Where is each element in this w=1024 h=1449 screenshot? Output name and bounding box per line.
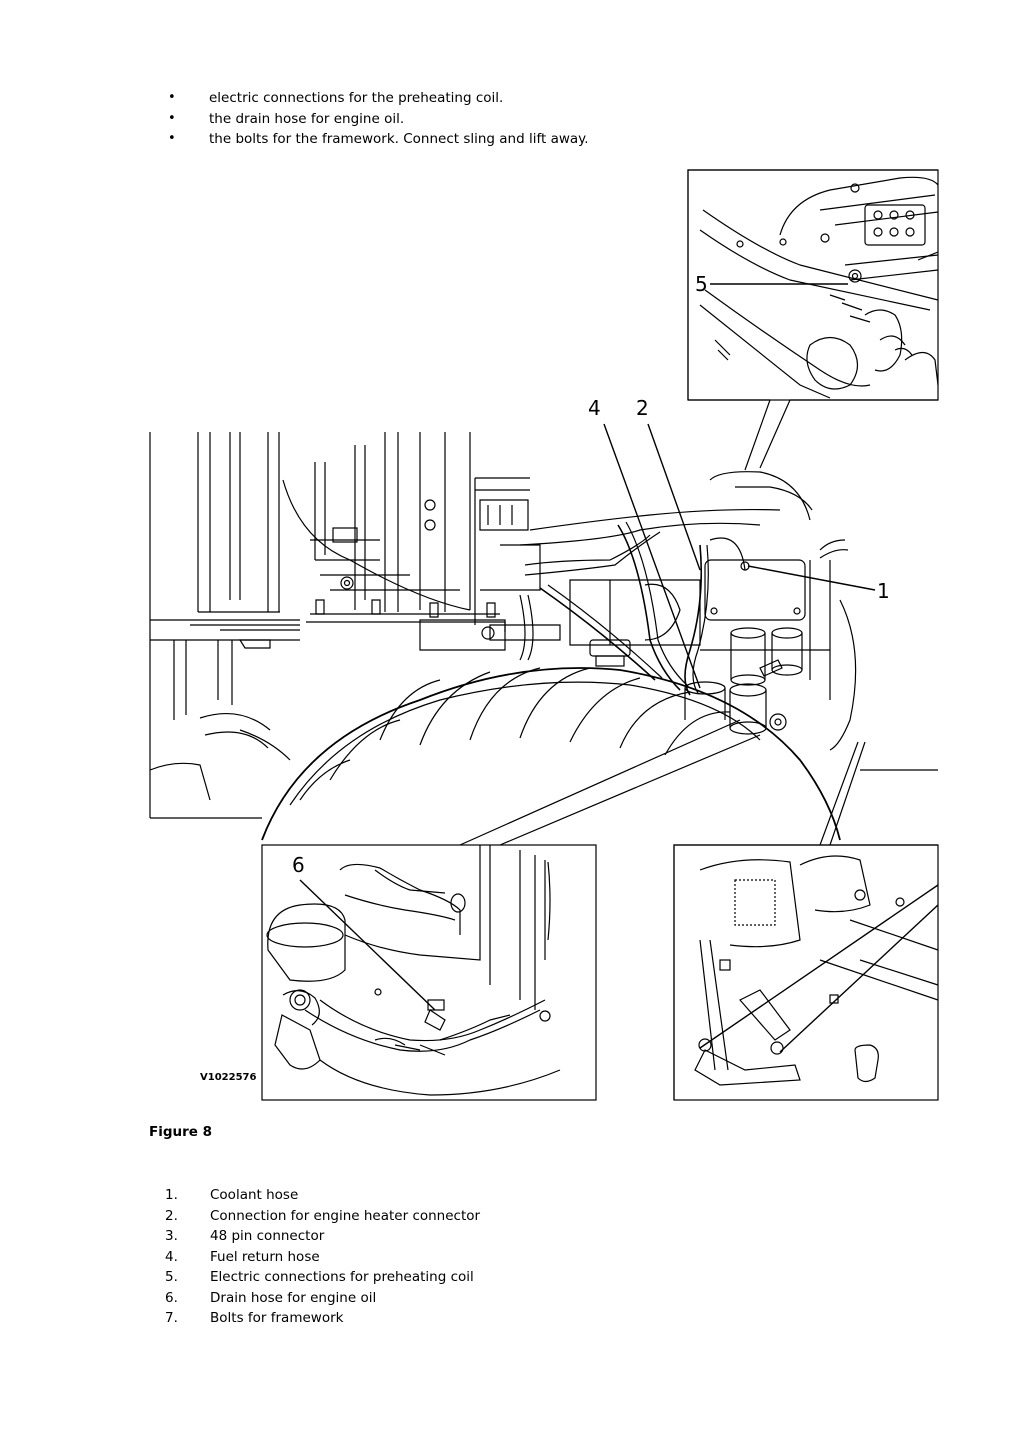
callout-leaders — [604, 424, 875, 688]
callout-2: 2 — [636, 396, 649, 420]
inset-framework-bolts — [674, 742, 938, 1100]
callout-4: 4 — [588, 396, 601, 420]
inset-preheating-coil — [688, 170, 938, 470]
bullet-icon: • — [168, 90, 176, 105]
item-label: Coolant hose — [210, 1187, 299, 1203]
item-number: 5. — [165, 1269, 178, 1285]
item-number: 7. — [165, 1310, 178, 1326]
item-label: Connection for engine heater connector — [210, 1207, 481, 1224]
item-number: 1. — [165, 1187, 178, 1203]
figure-caption: Figure 8 — [149, 1124, 213, 1140]
item-number: 3. — [165, 1228, 178, 1244]
tire — [262, 668, 840, 840]
list-item-text: electric connections for the preheating coil. — [209, 90, 504, 106]
callout-1: 1 — [877, 579, 890, 603]
item-number: 6. — [165, 1289, 178, 1306]
item-label: Bolts for framework — [210, 1310, 344, 1326]
bullet-icon: • — [168, 110, 176, 126]
item-label: Drain hose for engine oil — [210, 1289, 377, 1306]
bullet-icon: • — [168, 131, 176, 146]
callout-6: 6 — [292, 853, 305, 877]
item-label: Fuel return hose — [210, 1248, 320, 1265]
item-number: 2. — [165, 1207, 178, 1224]
figure-reference: V1022576 — [200, 1072, 257, 1083]
list-item-text: the drain hose for engine oil. — [209, 110, 405, 127]
main-engine-drawing — [150, 432, 938, 840]
item-number: 4. — [165, 1248, 178, 1265]
callout-5: 5 — [695, 272, 708, 296]
item-label: 48 pin connector — [210, 1228, 325, 1244]
filter-canisters — [685, 628, 802, 734]
item-label: Electric connections for preheating coil — [210, 1269, 474, 1285]
list-item-text: the bolts for the framework. Connect sling and lift away. — [209, 131, 589, 147]
